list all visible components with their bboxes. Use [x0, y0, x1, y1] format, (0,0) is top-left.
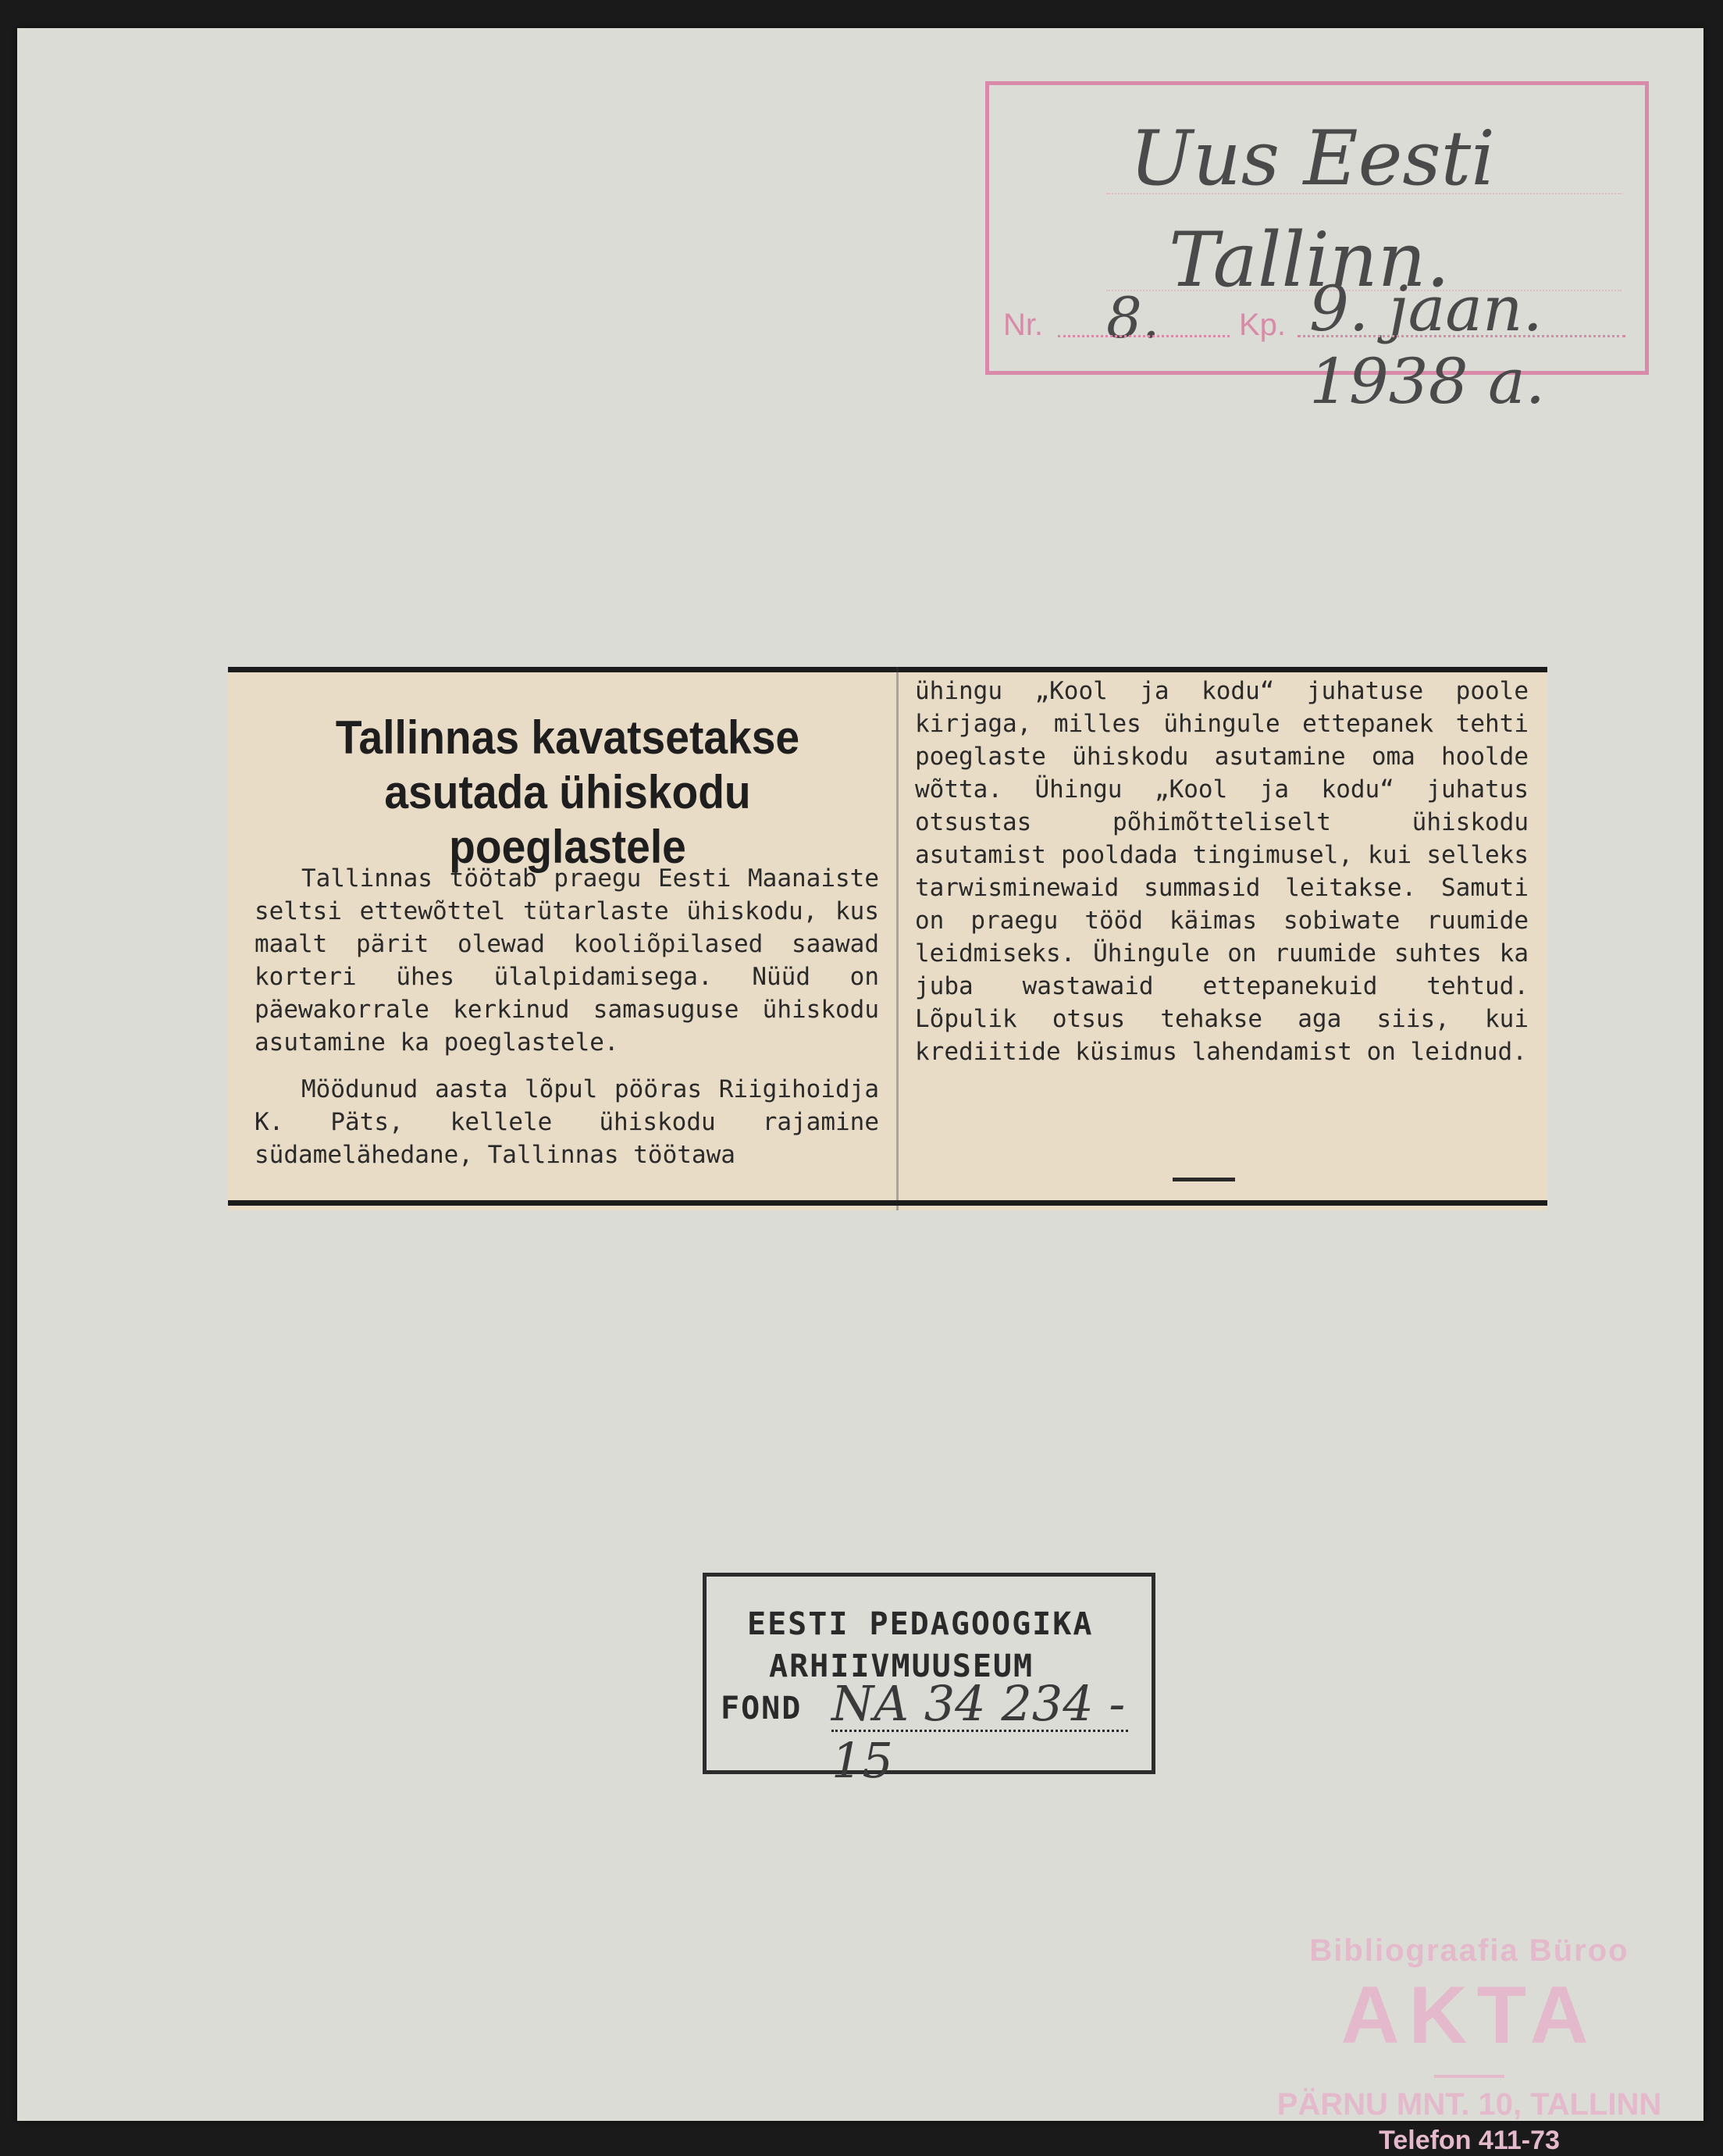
issue-date-value: 9. jaan. 1938 a. — [1309, 273, 1546, 418]
issue-number-dots — [1058, 335, 1230, 337]
akta-divider — [1434, 2075, 1504, 2078]
newspaper-city: Tallinn. — [1169, 216, 1451, 304]
headline-line-1: Tallinnas kavatsetakse — [335, 711, 800, 764]
article-paragraph-1: Tallinnas töötab praegu Eesti Maanaiste seltsi ettewõttel tütarlaste ühiskodu, kus maalt pärit olewad kooliõpilased saawad korteri ühes ülalpidamisega. Nüüd on päewakorrale kerkinud samasuguse ühiskodu asutamine ka poeglastele. — [255, 864, 879, 1057]
archive-sheet — [17, 28, 1703, 2155]
issue-number-label: Nr. — [1003, 308, 1044, 342]
article-end-mark — [1173, 1178, 1235, 1181]
newspaper-source-stamp — [985, 81, 1649, 418]
date-dots — [1298, 335, 1625, 337]
fond-number: NA 34 234 - 15 — [831, 1675, 1126, 1789]
akta-bureau-name: Bibliograafia Büroo — [1309, 1933, 1629, 1968]
article-column-2 — [915, 675, 1529, 1082]
article-column-1 — [255, 862, 879, 1185]
headline-line-2: asutada ühiskodu poeglastele — [384, 766, 751, 873]
newspaper-clipping — [228, 667, 1547, 1210]
museum-archive-stamp — [703, 1573, 1155, 1789]
article-paragraph-3: ühingu „Kool ja kodu“ juhatuse poole kirjaga, milles ühingule ettepanek tehti poeglaste ühiskodu asutamine oma hoolde wõtta. Ühingu „Kool ja kodu“ juhatus otsustas põhimõtteliselt ühiskodu asutamist pooldada tingimusel, kui selleks tarwisminewaid summasid leitakse. Samuti on praegu tööd käimas sobiwate ruumide leidmiseks. Ühingule on ruumide suhtes ka juba wastawaid ettepanekuid tehtud. Lõpulik otsus tehakse aga siis, kui krediitide küsimus lahendamist on leidnud. — [915, 677, 1529, 1066]
newspaper-name: Uus Eesti — [1130, 115, 1495, 202]
column-divider — [896, 667, 899, 1210]
fond-dots — [831, 1730, 1128, 1732]
akta-title: AKTA — [1340, 1970, 1598, 2061]
date-label: Kp. — [1239, 308, 1287, 342]
akta-address: PÄRNU MNT. 10, TALLINN — [1276, 2087, 1662, 2122]
museum-name-line-2: ARHIIVMUUSEUM — [769, 1648, 1034, 1684]
clipping-bottom-rule — [228, 1200, 1547, 1206]
museum-name-line-1: EESTI PEDAGOOGIKA — [747, 1606, 1094, 1642]
issue-number-value: 8. — [1106, 285, 1160, 351]
article-headline — [276, 711, 858, 875]
akta-phone: Telefon 411-73 — [1379, 2126, 1560, 2155]
clipping-top-rule — [228, 667, 1547, 672]
article-paragraph-2: Möödunud aasta lõpul pööras Riigihoidja K. Päts, kellele ühiskodu rajamine südamelähedane, Tallinnas töötawa — [255, 1075, 879, 1169]
fond-label: FOND — [721, 1691, 803, 1727]
akta-bureau-stamp — [1235, 1933, 1703, 2156]
